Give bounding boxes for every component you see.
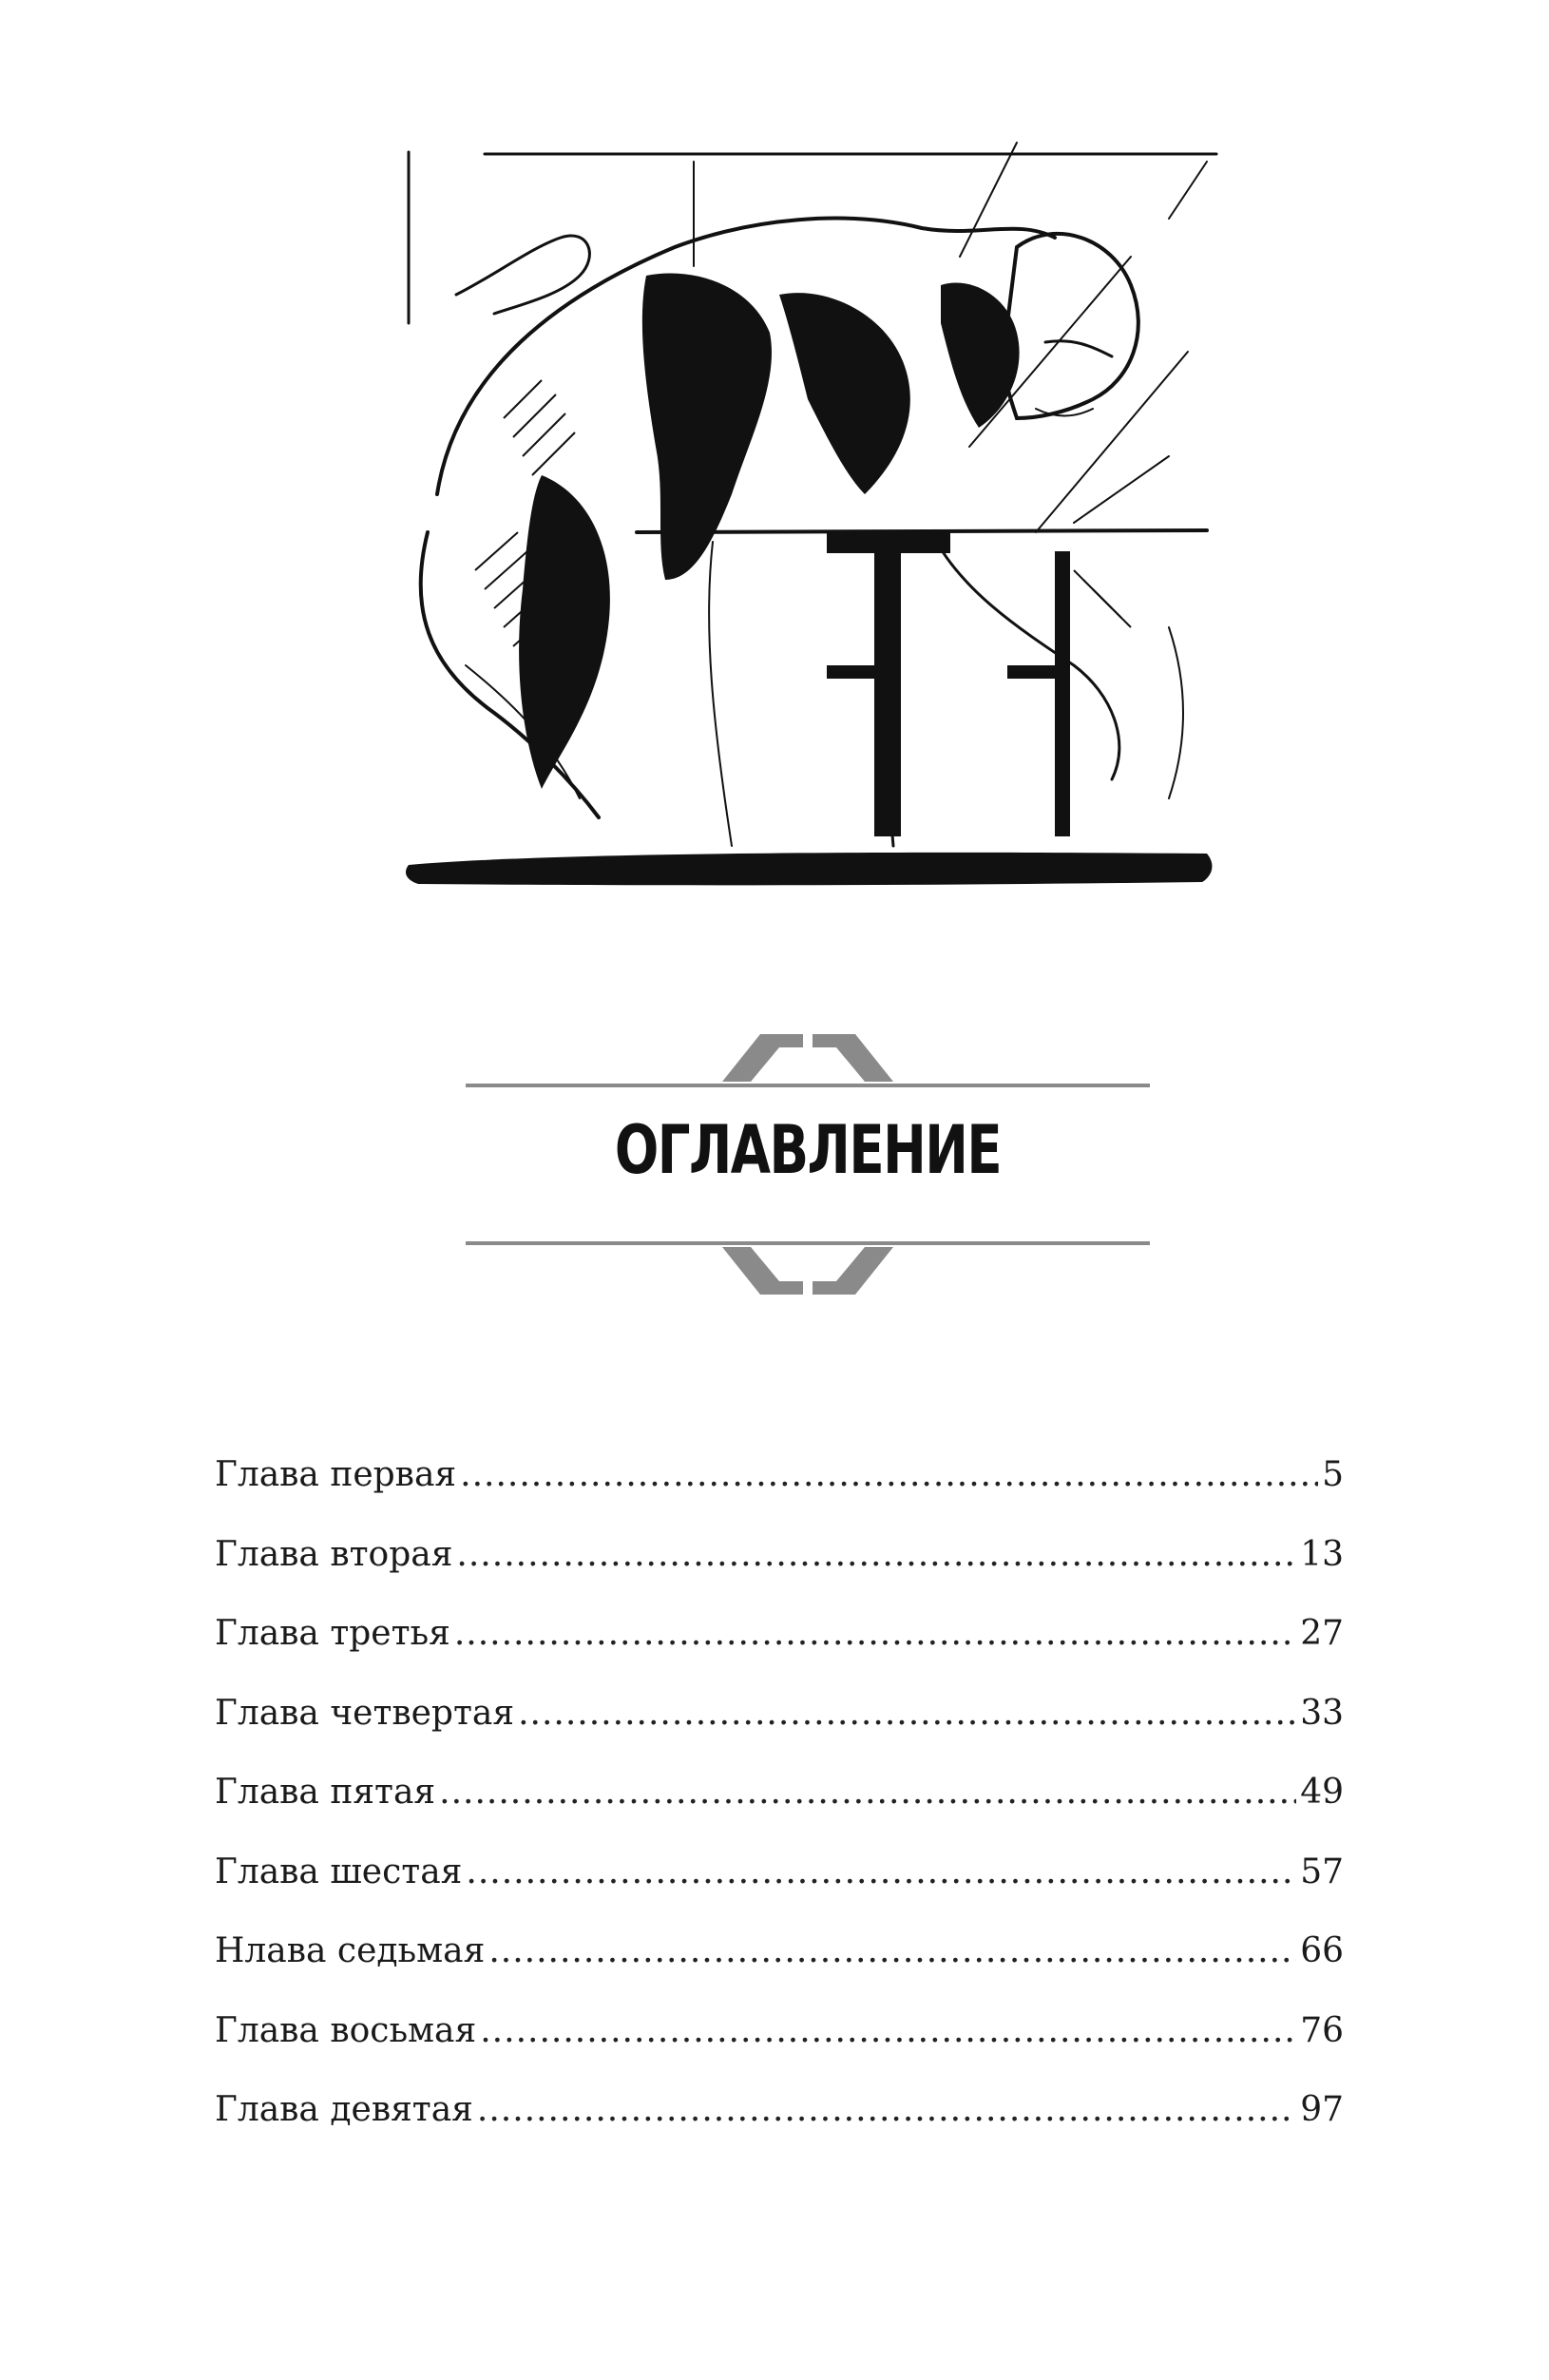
toc-leader-dots: [488, 1911, 1296, 1991]
sketch-illustration: [352, 133, 1235, 912]
toc-list: [215, 1435, 1344, 2150]
toc-leader-dots: [456, 1515, 1296, 1595]
ornament-bottom-icon: [466, 1236, 1150, 1302]
toc-heading-block: [466, 1027, 1150, 1302]
toc-leader-dots: [518, 1674, 1296, 1754]
toc-entry-page: 97: [1300, 2090, 1344, 2129]
toc-entry[interactable]: [215, 2070, 1344, 2150]
toc-leader-dots: [460, 1435, 1318, 1515]
toc-entry-label: Глава восьмая: [215, 2010, 477, 2050]
toc-entry-page: 57: [1300, 1852, 1344, 1891]
toc-entry[interactable]: [215, 1833, 1344, 1912]
toc-entry-page: 13: [1300, 1534, 1344, 1574]
toc-entry[interactable]: [215, 1991, 1344, 2071]
page-title: ОГЛАВЛЕНИЕ: [614, 1111, 1002, 1189]
toc-entry-label: Глава четвертая: [215, 1693, 515, 1733]
toc-entry-page: 66: [1300, 1931, 1344, 1970]
toc-entry-label: Глава первая: [215, 1455, 457, 1494]
toc-entry[interactable]: [215, 1594, 1344, 1674]
toc-entry[interactable]: [215, 1911, 1344, 1991]
toc-entry-page: 5: [1322, 1455, 1344, 1494]
toc-entry-label: Глава вторая: [215, 1534, 453, 1574]
toc-entry-label: Глава девятая: [215, 2090, 473, 2129]
toc-entry[interactable]: [215, 1753, 1344, 1833]
toc-entry[interactable]: [215, 1515, 1344, 1595]
toc-leader-dots: [477, 2070, 1296, 2150]
toc-entry-label: Нлава седьмая: [215, 1931, 486, 1970]
toc-entry[interactable]: [215, 1674, 1344, 1754]
toc-entry-label: Глава третья: [215, 1614, 450, 1653]
toc-entry-label: Глава шестая: [215, 1852, 463, 1891]
toc-leader-dots: [466, 1833, 1296, 1912]
toc-entry[interactable]: [215, 1435, 1344, 1515]
toc-leader-dots: [454, 1594, 1296, 1674]
toc-entry-page: 27: [1300, 1614, 1344, 1653]
toc-entry-page: 49: [1300, 1773, 1344, 1812]
toc-entry-page: 33: [1300, 1693, 1344, 1733]
toc-entry-label: Глава пятая: [215, 1773, 436, 1812]
toc-leader-dots: [439, 1753, 1296, 1833]
toc-leader-dots: [480, 1991, 1296, 2071]
ornament-top-icon: [466, 1027, 1150, 1093]
toc-entry-page: 76: [1300, 2010, 1344, 2050]
